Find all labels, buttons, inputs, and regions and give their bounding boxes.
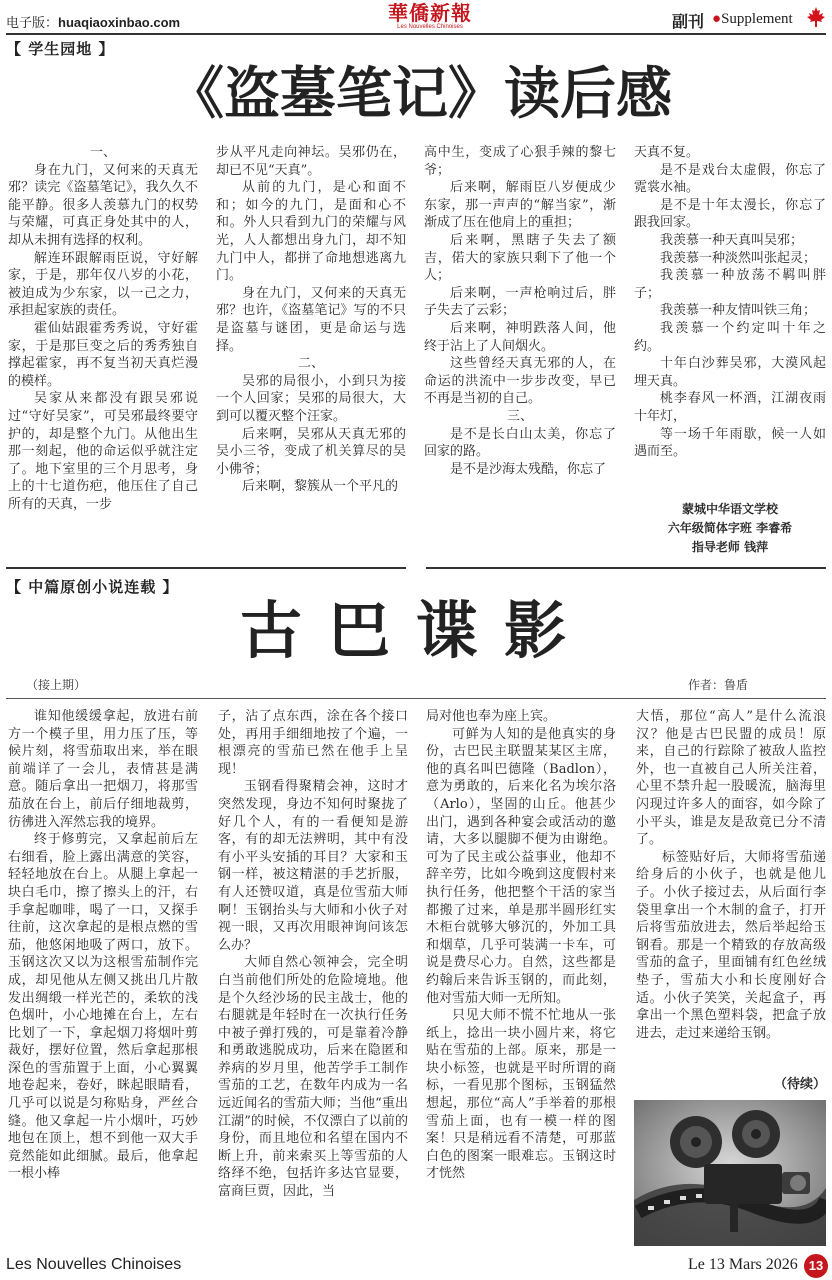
- footer-date: Le 13 Mars 2026: [688, 1256, 798, 1273]
- article1-column-3: [424, 144, 616, 478]
- section-tag-student: 【 学生园地 】: [6, 40, 115, 58]
- paragraph: 大师自然心领神会，完全明白当前他们所处的危险境地。他是个久经沙场的民主战士，他的右腿就是年轻时在一次执行任务中被子弹打残的，可是靠着冷静和勇敢逃脱成功，后来在隐匿和养病的岁月里，他苦学手工制作雪茄的工艺，在数年内成为一名远近闻名的雪茄大师；当他“重出江湖”的时候，不仅漂白了以前的身份，而且地位和名望在国内不断上升，前来索买上等雪茄的人络绎不绝，包括许多达官显要，富商巨贾，因此，当: [218, 955, 408, 1200]
- novel-top-rule: [6, 698, 826, 699]
- maple-leaf-icon: [806, 6, 826, 28]
- paragraph: 我羡慕一种淡然叫张起灵；: [660, 250, 817, 266]
- section-tag-novel: 【 中篇原创小说连载 】: [6, 578, 179, 596]
- paragraph: 玉钢看得聚精会神，这时才突然发现，身边不知何时聚拢了好几个人，有的一看便知是游客，有的却无法辨明，其中有没有小平头安插的耳目？大家和玉钢一样，被这精湛的手艺折服，有人还赞叹道，真是位雪茄大师啊！玉钢抬头与大师和小伙子对视一眼，又再次用眼神询问该怎么办？: [218, 779, 408, 953]
- paragraph: 霍仙姑跟霍秀秀说，守好霍家，于是那巨变之后的秀秀独自撑起霍家，再不复当初天真烂漫的模样。: [8, 320, 198, 389]
- paragraph: 天真不复。: [634, 145, 700, 160]
- paragraph: 谁知他缓缓拿起，放进右前方一个模子里，用力压了压，等候片刻，将雪茄取出来，举在眼前端详了一会儿，表情甚是满意。随后拿出一把烟刀，将那雪茄放在台上，前后仔细地裁剪，彷彿进入浑然忘我的境界。: [8, 709, 198, 830]
- paragraph: 是不是长白山太美，你忘了回家的路。: [424, 426, 616, 460]
- paragraph: 吴邪的局很小，小到只为接一个人回家；吴邪的局很大，大到可以覆灭整个汪家。: [216, 373, 406, 424]
- paragraph: 我羡慕一种放荡不羁叫胖子；: [634, 268, 826, 301]
- paragraph: 后来啊，黎簇从一个平凡的: [242, 479, 399, 495]
- paragraph: 是不是沙海太残酷，你忘了: [450, 461, 607, 477]
- bullet-icon: ●: [712, 11, 722, 27]
- paragraph: 等一场千年雨歇，候一人如遇而至。: [634, 426, 826, 460]
- paragraph: 终于修剪完，又拿起前后左右细看，脸上露出满意的笑容，轻轻地放在台上。从腿上拿起一块白毛巾，擦了擦头上的汗，右手拿起咖啡，喝了一口，又探手往前，这次拿起的是根点燃的雪茄，他悠闲地吸了两口，放下。玉钢这次又以为这根雪茄制作完成，却见他从左侧又挑出几片散发出绸缎一样光芒的，柔软的浅色烟叶，小心地摊在台上，左右比划了一下，拿起烟刀将烟叶剪裁好，摆好位置，然后拿起那根深色的雪茄置于上面，小心翼翼地卷起来，卷好，眯起眼睛看，几乎可以说是匀称贴身，严丝合缝。他又拿起一片小烟叶，巧妙地包在顶上，想不到他一双大手竟然能如此细腻。最后，他拿起一根小棒: [8, 832, 198, 1182]
- paragraph: 我羡慕一个约定叫十年之约。: [634, 320, 826, 354]
- article1-column-2: [216, 144, 406, 496]
- paragraph: 子，沾了点东西，涂在各个接口处，再用手细细地按了个遍，一根漂亮的雪茄已然在他手上呈现！: [218, 709, 408, 777]
- section-divider-right: [426, 567, 826, 569]
- paragraph: 我羡慕一种友情叫铁三角；: [660, 303, 817, 319]
- paragraph: 一、: [89, 145, 116, 160]
- author-signature: 蒙城中华语文学校 六年级简体字班 李睿希 指导老师 钱萍: [667, 502, 793, 554]
- paragraph: 是不是戏台太虚假，你忘了霓裳水袖。: [634, 162, 826, 196]
- novel-column-3: [426, 708, 616, 1183]
- paragraph: 步从平凡走向神坛。吴邪仍在，却已不见“天真”。: [216, 145, 406, 178]
- paragraph: 吴家从来都没有跟吴邪说过“守好吴家”，可吴邪最终要守护的，却是整个九门。从他出生那一刻起，他的命运似乎就注定了。地下室里的三个月思考，身上的十七道伤疤，他压住了自己所有的天真，一步: [8, 391, 198, 512]
- paragraph: 局对他也奉为座上宾。: [426, 709, 557, 724]
- masthead-logo: 華僑新報 Les Nouvelles Chinoises: [388, 1, 472, 30]
- article1-column-4: [634, 144, 826, 461]
- paragraph: 后来啊，一声枪响过后，胖子失去了云彩；: [424, 285, 616, 319]
- footer-publication: Les Nouvelles Chinoises: [6, 1256, 182, 1273]
- header-rule: [6, 33, 826, 35]
- novel-column-1: [8, 708, 198, 1183]
- page-header: [0, 0, 832, 34]
- paragraph: 只见大师不慌不忙地从一张纸上，捻出一块小圆片来，将它贴在雪茄的上部。原来，那是一块小标签，也就是平时所谓的商标，一看见那个图标，玉钢猛然想起，那位“高人”手举着的那根雪茄上面，也有一模一样的图案！只是稍远看不清楚，可那蓝白色的图案一眼难忘。玉钢这时才恍然: [426, 1008, 616, 1182]
- novel-title: 古巴谍影: [239, 594, 592, 667]
- paragraph: 桃李春风一杯酒，江湖夜雨十年灯，: [634, 391, 826, 424]
- paragraph: 三、: [506, 408, 533, 424]
- section-divider-left: [6, 567, 406, 569]
- paragraph: 高中生，变成了心狠手辣的黎七爷；: [424, 145, 616, 178]
- paragraph: 解连环跟解雨臣说，守好解家，于是，那年仅八岁的小花，被迫成为少东家，以一己之力，承担起家族的责任。: [8, 250, 198, 319]
- to-be-continued: （待续）: [773, 1077, 826, 1092]
- film-camera-photo: [634, 1100, 826, 1246]
- paragraph: 身在九门，又何来的天真无邪？读完《盗墓笔记》，我久久不能平静。很多人羡慕九门的权势与荣耀，可真正身处其中的人，却从未拥有选择的权利。: [8, 162, 198, 248]
- page-footer: [0, 1252, 832, 1280]
- paragraph: 后来啊，吴邪从天真无邪的吴小三爷，变成了机关算尽的吴小佛爷；: [216, 426, 406, 477]
- paragraph: 可鲜为人知的是他真实的身份，古巴民主联盟某某区主席，他的真名叫巴德隆（Badlon），意为勇敢的，后来化名为埃尔洛（Arlo），坚固的山丘。他甚少出门，遇到各种宴会或活动的邀请，大多以腿脚不便为由谢绝。可为了民主或公益事业，他却不辞辛劳，比如今晚到这度假村来执行任务，他把整个干活的家当都搬了过来，单是那半圆形红实木柜台就够大够沉的，外加工具和烟草，几乎可装满一卡车，可说是费尽心力。自然，这些都是约翰后来告诉玉钢的，而此刻，他对雪茄大师一无所知。: [426, 726, 616, 1006]
- section-subtitle: ●Supplement: [712, 11, 793, 27]
- novel-author: 作者：鲁盾: [688, 678, 749, 692]
- paragraph: 这些曾经天真无邪的人，在命运的洪流中一步步改变，早已不再是当初的自己。: [424, 356, 616, 407]
- paragraph: 我羡慕一种天真叫吴邪；: [660, 232, 804, 248]
- paragraph: 身在九门，又何来的天真无邪？也许，《盗墓笔记》写的不只是盗墓与谜团，更是命运与选择。: [216, 285, 406, 354]
- novel-column-4: [636, 708, 826, 1042]
- film-camera-illustration: [634, 1100, 826, 1246]
- section-title: 副刊: [672, 12, 705, 31]
- paragraph: 后来啊，神明跌落人间，他终于沾上了人间烟火。: [424, 320, 616, 354]
- paragraph: 十年白沙葬吴邪，大漠风起埋天真。: [634, 356, 826, 389]
- paragraph: 大悟，那位“高人”是什么流浪汉？他是古巴民盟的成员！原来，自己的行踪除了被敌人监控外，也一直被自己人所关注着，心里不禁升起一股暖流，脑海里闪现过许多人的面容，如今除了小平头，谁是友是敌竟已分不清了。: [636, 709, 826, 848]
- page-number-badge: 13: [804, 1254, 828, 1278]
- paragraph: 是不是十年太漫长，你忘了跟我回家。: [634, 197, 826, 231]
- paragraph: 从前的九门，是心和面不和；如今的九门，是面和心不和。外人只看到九门的荣耀与风光，人人都想出身九门，却不知九门中人，都拼了命地想逃离九门。: [216, 180, 406, 284]
- paragraph: 二、: [297, 356, 324, 372]
- paragraph: 标签贴好后，大师将雪茄递给身后的小伙子，也就是他儿子。小伙子接过去，从后面行李袋里拿出一个木制的盒子，打开后将雪茄放进去，然后举起给玉钢看。那是一个精致的存放高级雪茄的盒子，里面铺有红色丝绒垫子，雪茄大小和长度刚好合适。小伙子笑笑，关起盒子，再拿出一个黑色塑料袋，把盒子放进去，走过来递给玉钢。: [636, 849, 826, 1041]
- article1-column-1: [8, 144, 198, 513]
- novel-column-2: [218, 708, 408, 1201]
- site-url[interactable]: 电子版：huaqiaoxinbao.com: [6, 15, 181, 30]
- continued-note: （接上期）: [26, 678, 87, 692]
- paragraph: 后来啊，解雨臣八岁便成少东家，那一声声的“解当家”，渐渐成了压在他肩上的重担；: [424, 180, 616, 231]
- article-title: 《盗墓笔记》读后感: [168, 61, 672, 127]
- paragraph: 后来啊，黑瞎子失去了额吉，偌大的家族只剩下了他一个人；: [424, 232, 616, 284]
